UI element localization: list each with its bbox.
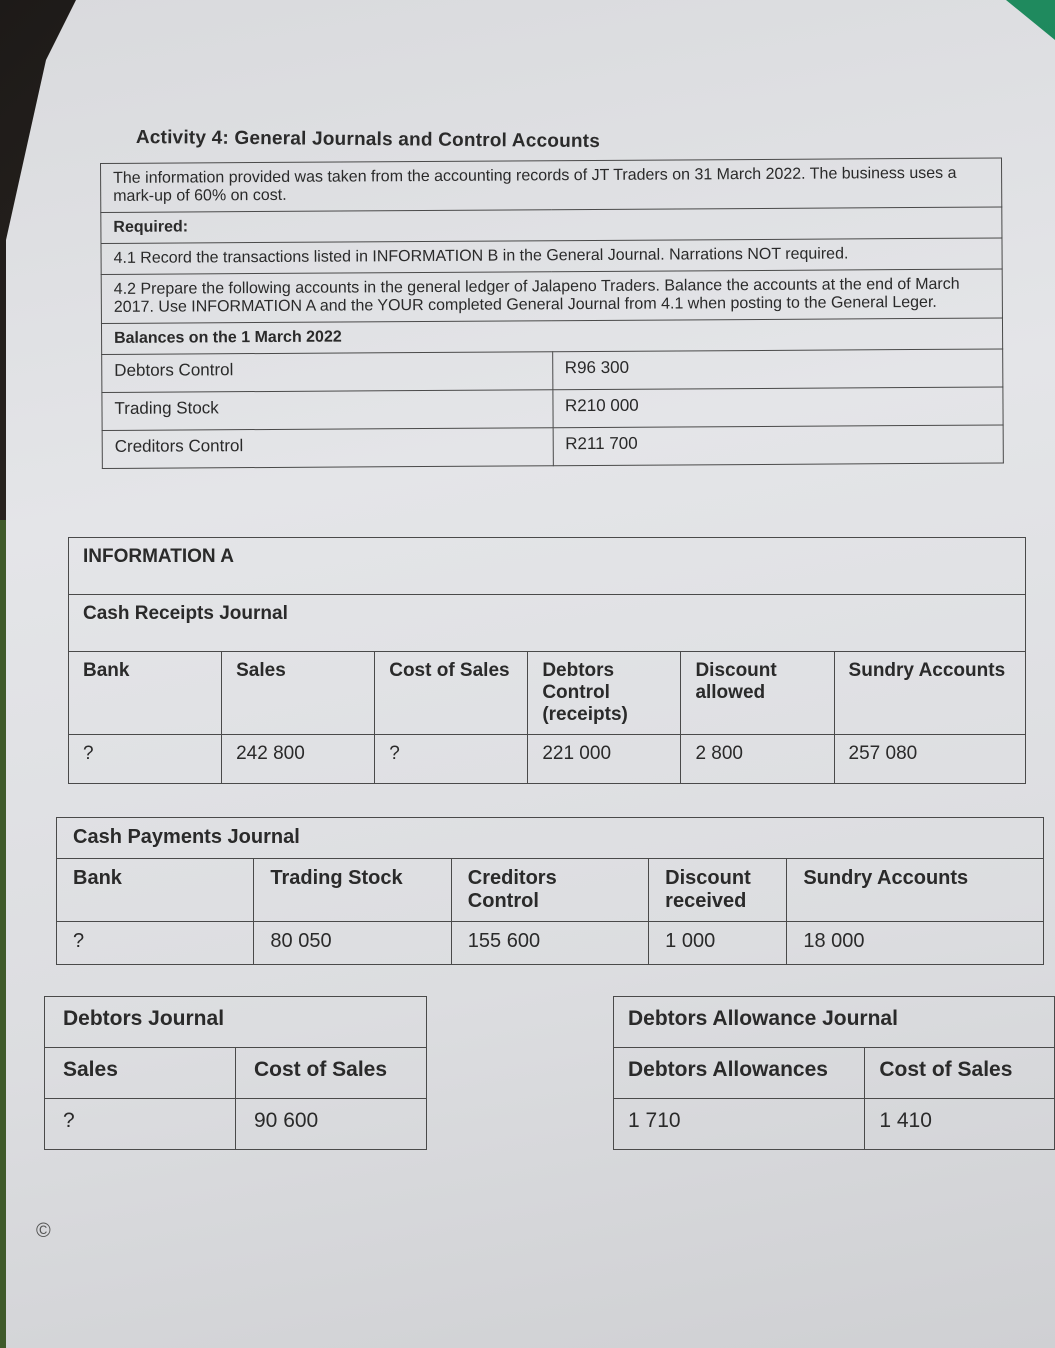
balance-amount: R96 300 xyxy=(552,349,1003,390)
copyright-symbol: © xyxy=(36,1220,51,1242)
daj-value-row xyxy=(614,1099,1055,1150)
crj-value-cell: 2 800 xyxy=(681,735,834,784)
crj-value-cell: 242 800 xyxy=(222,735,375,784)
cpj-value-cell: 1 000 xyxy=(649,922,787,965)
cpj-header-cell: Discount received xyxy=(649,859,787,922)
crj-header-cell: Discount allowed xyxy=(681,652,834,735)
crj-value-cell: ? xyxy=(375,735,528,784)
cpj-value-row xyxy=(57,922,1044,965)
dj-header-cell: Sales xyxy=(45,1048,236,1099)
requirement-4-1: 4.1 Record the transactions listed in INFORMATION B in the General Journal. Narrations NOT required. xyxy=(101,238,1002,275)
cpj-value-cell: 18 000 xyxy=(787,922,1044,965)
daj-title: Debtors Allowance Journal xyxy=(614,997,1055,1048)
cpj-value-cell: ? xyxy=(57,922,254,965)
balance-amount: R211 700 xyxy=(553,425,1004,466)
daj-header-cell: Debtors Allowances xyxy=(614,1048,865,1099)
crj-header-row xyxy=(69,652,1026,735)
balance-row xyxy=(102,349,1003,393)
cash-receipts-journal-table xyxy=(68,537,1026,784)
balance-account: Debtors Control xyxy=(102,352,553,393)
crj-value-cell: 257 080 xyxy=(834,735,1025,784)
cpj-value-cell: 155 600 xyxy=(451,922,648,965)
required-label: Required: xyxy=(101,207,1002,244)
balance-row xyxy=(102,387,1003,431)
dj-header-row xyxy=(45,1048,427,1099)
information-a-heading: INFORMATION A xyxy=(69,538,1026,595)
balance-amount: R210 000 xyxy=(552,387,1003,428)
crj-value-row xyxy=(69,735,1026,784)
crj-header-cell: Sundry Accounts xyxy=(834,652,1025,735)
dj-title: Debtors Journal xyxy=(45,997,427,1048)
dj-value-cell: ? xyxy=(45,1099,236,1150)
balance-account: Creditors Control xyxy=(102,428,553,469)
debtors-journal-table xyxy=(44,996,427,1150)
daj-header-cell: Cost of Sales xyxy=(865,1048,1055,1099)
cpj-header-cell: Creditors Control xyxy=(451,859,648,922)
dj-value-row xyxy=(45,1099,427,1150)
dj-header-cell: Cost of Sales xyxy=(236,1048,427,1099)
cpj-header-row xyxy=(57,859,1044,922)
crj-header-cell: Sales xyxy=(222,652,375,735)
cpj-value-cell: 80 050 xyxy=(254,922,451,965)
crj-header-cell: Cost of Sales xyxy=(375,652,528,735)
instructions-table xyxy=(100,157,1004,469)
daj-value-cell: 1 710 xyxy=(614,1099,865,1150)
requirement-4-2: 4.2 Prepare the following accounts in the general ledger of Jalapeno Traders. Balance the accounts at the end of March 2017. Use INFORMATION A and the YOUR completed General Journal from 4.1 when posting to the General Leger. xyxy=(101,269,1002,324)
crj-value-cell: ? xyxy=(69,735,222,784)
balance-account: Trading Stock xyxy=(102,390,553,431)
activity-title: Activity 4: General Journals and Control Accounts xyxy=(135,127,601,153)
daj-header-row xyxy=(614,1048,1055,1099)
balances-label: Balances on the 1 March 2022 xyxy=(101,318,1002,355)
daj-value-cell: 1 410 xyxy=(865,1099,1055,1150)
cpj-title: Cash Payments Journal xyxy=(57,818,1044,859)
dj-value-cell: 90 600 xyxy=(236,1099,427,1150)
crj-value-cell: 221 000 xyxy=(528,735,681,784)
crj-header-cell: Bank xyxy=(69,652,222,735)
crj-title: Cash Receipts Journal xyxy=(69,595,1026,652)
cpj-header-cell: Trading Stock xyxy=(254,859,451,922)
crj-header-cell: Debtors Control (receipts) xyxy=(528,652,681,735)
cpj-header-cell: Sundry Accounts xyxy=(787,859,1044,922)
debtors-allowance-journal-table xyxy=(613,996,1055,1150)
cpj-header-cell: Bank xyxy=(57,859,254,922)
cash-payments-journal-table xyxy=(56,817,1044,965)
balance-row xyxy=(102,425,1003,469)
intro-text: The information provided was taken from the accounting records of JT Traders on 31 March 2022. The business uses a mark-up of 60% on cost. xyxy=(101,158,1002,213)
